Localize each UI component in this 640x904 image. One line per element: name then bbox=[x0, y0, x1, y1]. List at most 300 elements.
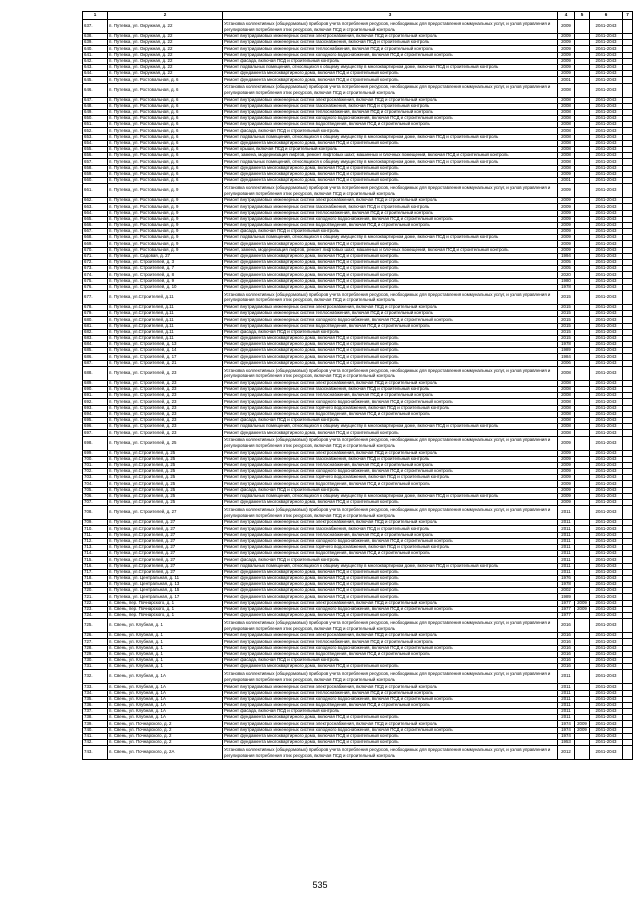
table-cell: п. Путевка, ул. Строителей, д. 23 bbox=[108, 380, 223, 386]
table-cell: п. Путевка, ул. Ростовальная, д. 6 bbox=[108, 147, 223, 153]
table-cell: Установка коллективных (общедомовых) приборов учета потребления ресурсов, необходимых для предоставления коммунальных услуг, и узлов управления и регулирования потребления этих ресурсов, включая ПСД и строительный контроль bbox=[223, 436, 558, 450]
table-cell: Ремонт внутридомовых инженерных систем электроснабжения, включая ПСД и строительный контроль bbox=[223, 34, 558, 40]
table-cell: 639. bbox=[83, 40, 108, 46]
table-cell bbox=[623, 20, 633, 34]
table-cell: 2009 bbox=[558, 46, 575, 52]
table-cell: 2041-2043 bbox=[590, 393, 623, 399]
table-cell: 2015 bbox=[558, 311, 575, 317]
table-cell: 2041-2043 bbox=[590, 177, 623, 183]
table-cell: Ремонт фундамента многоквартирного дома, включая ПСД и строительный контроль bbox=[223, 582, 558, 588]
table-cell: Ремонт внутридомовых инженерных систем электроснабжения, включая ПСД и строительный контроль bbox=[223, 97, 558, 103]
table-cell: 2041-2043 bbox=[590, 456, 623, 462]
table-cell: 674. bbox=[83, 272, 108, 278]
table-cell: Ремонт фасада, включая ПСД и строительный контроль bbox=[223, 487, 558, 493]
table-cell: п. Путевка, ул. Строителей, д. 7 bbox=[108, 266, 223, 272]
table-cell: 681. bbox=[83, 323, 108, 329]
table-cell: Ремонт внутридомовых инженерных систем холодного водоснабжения, включая ПСД и строительный контроль bbox=[223, 727, 558, 733]
table-cell: 2041-2043 bbox=[590, 450, 623, 456]
table-cell: 690. bbox=[83, 387, 108, 393]
table-cell: 640. bbox=[83, 46, 108, 52]
table-cell: 2015 bbox=[558, 329, 575, 335]
table-cell: 725. bbox=[83, 619, 108, 633]
table-cell: Ремонт фундамента многоквартирного дома, включая ПСД и строительный контроль bbox=[223, 266, 558, 272]
table-cell: п. Путевка, ул. Ростовальная, д. 6 bbox=[108, 140, 223, 146]
table-cell: 2041-2043 bbox=[590, 506, 623, 520]
table-cell: 2011 bbox=[558, 526, 575, 532]
table-cell bbox=[623, 366, 633, 380]
table-cell: Ремонт внутридомовых инженерных систем электроснабжения, включая ПСД и строительный контроль bbox=[223, 684, 558, 690]
table-cell: 2041-2043 bbox=[590, 405, 623, 411]
table-cell: Ремонт внутридомовых инженерных систем электроснабжения, включая ПСД и строительный контроль bbox=[223, 600, 558, 606]
table-cell: п. Путевка, ул. Центральная, д. 15 bbox=[108, 588, 223, 594]
table-cell: 656. bbox=[83, 153, 108, 159]
table-cell: 2006 bbox=[558, 360, 575, 366]
table-cell: 2041-2043 bbox=[590, 657, 623, 663]
table-cell: п. Путевка, ул.Строителей, д. 27 bbox=[108, 557, 223, 563]
table-cell: 1980 bbox=[558, 278, 575, 284]
table-cell: п. Путевка, ул. Центральная, д. 17 bbox=[108, 594, 223, 600]
table-cell: 2008 bbox=[558, 366, 575, 380]
table-cell: 743. bbox=[83, 746, 108, 760]
table-cell: 2041-2043 bbox=[590, 216, 623, 222]
table-cell: 649. bbox=[83, 109, 108, 115]
table-cell: Ремонт фасада, включая ПСД и строительный контроль bbox=[223, 557, 558, 563]
table-cell: 2041-2043 bbox=[590, 594, 623, 600]
table-cell: 2041-2043 bbox=[590, 103, 623, 109]
table-cell: п. Путевка, ул. Ростовальная, д. 6 bbox=[108, 97, 223, 103]
table-cell: 2041-2043 bbox=[590, 639, 623, 645]
table-cell: 2041-2043 bbox=[590, 709, 623, 715]
table-cell: п. Путевка, ул. Строителей, д. 23 bbox=[108, 417, 223, 423]
table-cell: 2041-2043 bbox=[590, 83, 623, 97]
table-cell: 741. bbox=[83, 733, 108, 739]
table-cell: 699. bbox=[83, 450, 108, 456]
table-cell: 2005 bbox=[558, 266, 575, 272]
table-row bbox=[83, 83, 633, 97]
table-cell: 2016 bbox=[558, 645, 575, 651]
table-cell: п. Путевка, ул. Строителей, д. 23 bbox=[108, 387, 223, 393]
table-cell: 2009 bbox=[558, 475, 575, 481]
table-cell: 2041-2043 bbox=[590, 329, 623, 335]
table-body bbox=[83, 20, 633, 760]
table-cell bbox=[575, 670, 590, 684]
table-cell: 646. bbox=[83, 83, 108, 97]
table-cell: 2041-2043 bbox=[590, 733, 623, 739]
table-cell: Ремонт подвальных помещений, относящихся к общему имуществу в многоквартирном доме, включая ПСД и строительный контроль bbox=[223, 424, 558, 430]
table-cell: п. Путевка, ул. Строителей, д. 23 bbox=[108, 430, 223, 436]
table-cell: 2008 bbox=[558, 165, 575, 171]
table-cell: 2041-2043 bbox=[590, 532, 623, 538]
table-cell: п. Путевка, ул. Строителей, д. 23 bbox=[108, 366, 223, 380]
table-cell: Ремонт фасада, включая ПСД и строительный контроль bbox=[223, 58, 558, 64]
table-cell: 2041-2043 bbox=[590, 348, 623, 354]
table-cell: п. Свень, ул. Почнарского, д. 2 bbox=[108, 740, 223, 746]
table-cell: Ремонт внутридомовых инженерных систем газоснабжения, включая ПСД и строительный контроль bbox=[223, 387, 558, 393]
table-cell: 688. bbox=[83, 366, 108, 380]
table-cell: 1974 bbox=[558, 721, 575, 727]
page-number: 535 bbox=[312, 880, 328, 890]
table-cell: 648. bbox=[83, 103, 108, 109]
table-cell: 713. bbox=[83, 544, 108, 550]
table-cell: Ремонт подвальных помещений, относящихся к общему имуществу в многоквартирном доме, включая ПСД и строительный контроль bbox=[223, 235, 558, 241]
table-cell: п. Путевка, ул. Ростовальная, д. 6 bbox=[108, 122, 223, 128]
table-cell: п. Свень, ул. Клубная, д. 1 bbox=[108, 619, 223, 633]
table-row bbox=[83, 436, 633, 450]
table-cell: 2041-2043 bbox=[590, 311, 623, 317]
table-cell: 2041-2043 bbox=[590, 71, 623, 77]
table-cell: 2041-2043 bbox=[590, 551, 623, 557]
table-cell: 659. bbox=[83, 171, 108, 177]
table-cell: 2008 bbox=[558, 424, 575, 430]
table-cell: 727. bbox=[83, 639, 108, 645]
table-cell: 2041-2043 bbox=[590, 664, 623, 670]
table-cell: Ремонт фасада, включая ПСД и строительный контроль bbox=[223, 417, 558, 423]
table-cell: 2041-2043 bbox=[590, 323, 623, 329]
table-cell: 2041-2043 bbox=[590, 651, 623, 657]
table-cell: Ремонт фундамента многоквартирного дома, включая ПСД и строительный контроль bbox=[223, 575, 558, 581]
table-cell: 2016 bbox=[558, 657, 575, 663]
table-cell: Ремонт фундамента многоквартирного дома, включая ПСД и строительный контроль bbox=[223, 740, 558, 746]
table-cell: 2041-2043 bbox=[590, 366, 623, 380]
table-cell: п. Путевка, ул.Строителей, д.11 bbox=[108, 311, 223, 317]
table-cell: 2009 bbox=[558, 481, 575, 487]
table-cell: 2041-2043 bbox=[590, 424, 623, 430]
table-cell: Ремонт внутридомовых инженерных систем электроснабжения, включая ПСД и строительный контроль bbox=[223, 380, 558, 386]
column-header: 2 bbox=[108, 12, 223, 20]
table-cell: п. Путевка, ул. Ростовальная, д. 9 bbox=[108, 216, 223, 222]
table-cell: Ремонт внутридомовых инженерных систем электроснабжения, включая ПСД и строительный контроль bbox=[223, 721, 558, 727]
table-cell: п. Свень, пер. Почнарского, д. 1 bbox=[108, 600, 223, 606]
table-row bbox=[83, 290, 633, 304]
table-cell: Ремонт внутридомовых инженерных систем теплоснабжения, включая ПСД и строительный контроль bbox=[223, 210, 558, 216]
table-cell: 2009 bbox=[558, 500, 575, 506]
table-cell: Ремонт внутридомовых инженерных систем электроснабжения, включая ПСД и строительный контроль bbox=[223, 198, 558, 204]
table-cell: п. Путевка, ул. Ростовальная, д. 6 bbox=[108, 177, 223, 183]
column-header: 6 bbox=[590, 12, 623, 20]
table-cell: 2041-2043 bbox=[590, 619, 623, 633]
table-cell: 2016 bbox=[558, 619, 575, 633]
table-cell: 711. bbox=[83, 532, 108, 538]
table-cell: п. Путевка, ул. Ростовальная, д. 9 bbox=[108, 210, 223, 216]
table-cell: 2001 bbox=[558, 77, 575, 83]
table-cell: 638. bbox=[83, 34, 108, 40]
table-cell: 673. bbox=[83, 266, 108, 272]
table-cell: 2015 bbox=[558, 335, 575, 341]
table-cell: Ремонт фундамента многоквартирного дома, включая ПСД и строительный контроль bbox=[223, 360, 558, 366]
table-cell: Ремонт внутридомовых инженерных систем водоотведения, включая ПСД и строительный контроль bbox=[223, 551, 558, 557]
table-cell: п. Путевка, ул. Ростовальная, д. 6 bbox=[108, 153, 223, 159]
table-cell: 2011 bbox=[558, 538, 575, 544]
table-cell: 724. bbox=[83, 613, 108, 619]
table-cell: 2011 bbox=[558, 532, 575, 538]
table-cell: 644. bbox=[83, 71, 108, 77]
table-cell: п. Путевка, ул. Строителей, д. 10 bbox=[108, 284, 223, 290]
table-cell: п. Путевка, ул. Ростовальная, д. 9 bbox=[108, 198, 223, 204]
table-cell: Ремонт фундамента многоквартирного дома, включая ПСД и строительный контроль bbox=[223, 77, 558, 83]
table-cell: 2011 bbox=[558, 715, 575, 721]
table-cell: Ремонт фундамента многоквартирного дома, включая ПСД и строительный контроль bbox=[223, 253, 558, 259]
table-cell: 2011 bbox=[558, 557, 575, 563]
table-cell: 2041-2043 bbox=[590, 354, 623, 360]
column-header: 3 bbox=[223, 12, 558, 20]
table-cell: 2041-2043 bbox=[590, 284, 623, 290]
table-cell: п. Путевка, ул. Ростовальная, д. 6 bbox=[108, 165, 223, 171]
table-cell: Ремонт фундамента многоквартирного дома, включая ПСД и строительный контроль bbox=[223, 500, 558, 506]
table-cell: 2041-2043 bbox=[590, 487, 623, 493]
table-cell: 701. bbox=[83, 462, 108, 468]
table-cell: 684. bbox=[83, 342, 108, 348]
table-cell: п. Свень, пер. Почнарского, д. 1 bbox=[108, 606, 223, 612]
table-cell: Ремонт внутридомовых инженерных систем теплоснабжения, включая ПСД и строительный контроль bbox=[223, 462, 558, 468]
table-cell: п. Свень, ул. Почнарского, д. 2А bbox=[108, 746, 223, 760]
table-cell: 651. bbox=[83, 122, 108, 128]
table-cell: 665. bbox=[83, 216, 108, 222]
table-cell: 2041-2043 bbox=[590, 411, 623, 417]
table-cell: п. Путевка, ул.Строителей, д. 25 bbox=[108, 493, 223, 499]
table-cell: п. Путевка, ул. Ростовальная, д. 6 bbox=[108, 159, 223, 165]
table-cell: 2009 bbox=[558, 450, 575, 456]
table-cell: п. Путевка, ул.Строителей, д. 27 bbox=[108, 520, 223, 526]
table-cell: п. Путевка, ул. Ростовальная, д. 6 bbox=[108, 77, 223, 83]
table-cell: 2041-2043 bbox=[590, 493, 623, 499]
table-cell: п. Путевка, ул.Строителей, д. 25 bbox=[108, 450, 223, 456]
table-cell: Ремонт внутридомовых инженерных систем водоотведения, включая ПСД и строительный контроль bbox=[223, 481, 558, 487]
table-cell: п. Путевка, ул.Строителей, д. 27 bbox=[108, 538, 223, 544]
table-row bbox=[83, 184, 633, 198]
table-cell: 2041-2043 bbox=[590, 171, 623, 177]
table-cell: 714. bbox=[83, 551, 108, 557]
table-cell: п. Путевка, ул. Строителей, д. 14 bbox=[108, 348, 223, 354]
table-cell: 2009 bbox=[558, 184, 575, 198]
table-cell: 660. bbox=[83, 177, 108, 183]
table-cell: 703. bbox=[83, 475, 108, 481]
table-cell: 2020 bbox=[558, 272, 575, 278]
table-cell: 650. bbox=[83, 116, 108, 122]
table-cell: Установка коллективных (общедомовых) приборов учета потребления ресурсов, необходимых для предоставления коммунальных услуг, и узлов управления и регулирования потребления этих ресурсов, включая ПСД и строительный контроль bbox=[223, 506, 558, 520]
table-cell: п. Свень, ул. Клубная, д. 1А bbox=[108, 684, 223, 690]
table-cell: 1976 bbox=[558, 575, 575, 581]
table-cell: п. Свень, ул. Почнарского, д. 2 bbox=[108, 733, 223, 739]
table-cell: 637. bbox=[83, 20, 108, 34]
table-cell: 716. bbox=[83, 563, 108, 569]
table-cell: 2041-2043 bbox=[590, 272, 623, 278]
table-cell: 643. bbox=[83, 64, 108, 70]
table-cell: Ремонт внутридомовых инженерных систем водоотведения, включая ПСД и строительный контроль bbox=[223, 411, 558, 417]
table-cell: 2008 bbox=[558, 405, 575, 411]
table-cell: 2008 bbox=[558, 430, 575, 436]
table-cell: Установка коллективных (общедомовых) приборов учета потребления ресурсов, необходимых для предоставления коммунальных услуг, и узлов управления и регулирования потребления этих ресурсов, включая ПСД и строительный контроль bbox=[223, 184, 558, 198]
table-cell: 2041-2043 bbox=[590, 247, 623, 253]
table-cell: п. Свень, ул. Клубная, д. 1 bbox=[108, 645, 223, 651]
table-cell: 1977 bbox=[558, 613, 575, 619]
table-cell: п. Путевка, ул. Ростовальная, д. 9 bbox=[108, 241, 223, 247]
table-row bbox=[83, 20, 633, 34]
table-cell: 655. bbox=[83, 147, 108, 153]
table-cell: Установка коллективных (общедомовых) приборов учета потребления ресурсов, необходимых для предоставления коммунальных услуг, и узлов управления и регулирования потребления этих ресурсов, включая ПСД и строительный контроль bbox=[223, 290, 558, 304]
table-cell: 2016 bbox=[558, 651, 575, 657]
table-cell: 2015 bbox=[558, 304, 575, 310]
table-cell: 1994 bbox=[558, 253, 575, 259]
table-cell: п. Свень, ул. Почнарского, д. 2 bbox=[108, 721, 223, 727]
table-cell: Ремонт фундамента многоквартирного дома, включая ПСД и строительный контроль bbox=[223, 354, 558, 360]
table-cell: п. Путевка, ул. Центральная, д. 13 bbox=[108, 582, 223, 588]
table-cell: п. Путевка, ул. Ростовальная, д. 9 bbox=[108, 247, 223, 253]
table-cell: 705. bbox=[83, 487, 108, 493]
table-cell: 2041-2043 bbox=[590, 582, 623, 588]
table-cell: 2041-2043 bbox=[590, 77, 623, 83]
table-cell: п. Путевка, ул. Центральная, д. 11 bbox=[108, 575, 223, 581]
table-cell: 723. bbox=[83, 606, 108, 612]
table-cell: 739. bbox=[83, 721, 108, 727]
table-cell: 2041-2043 bbox=[590, 235, 623, 241]
table-cell: п. Путевка, ул.Строителей, д. 27 bbox=[108, 544, 223, 550]
table-cell: 653. bbox=[83, 134, 108, 140]
table-cell: 671. bbox=[83, 253, 108, 259]
table-cell: п. Путевка, ул.Строителей, д.11 bbox=[108, 323, 223, 329]
table-cell: 717. bbox=[83, 569, 108, 575]
table-cell: Ремонт внутридомовых инженерных систем теплоснабжения, включая ПСД и строительный контроль bbox=[223, 311, 558, 317]
table-cell: 694. bbox=[83, 411, 108, 417]
table-cell: 691. bbox=[83, 393, 108, 399]
table-cell: п. Путевка, ул. Садовая, д. 27 bbox=[108, 253, 223, 259]
table-cell: 2041-2043 bbox=[590, 147, 623, 153]
table-cell: Ремонт внутридомовых инженерных систем холодного водоснабжения, включая ПСД и строительный контроль bbox=[223, 538, 558, 544]
table-cell: Ремонт фундамента многоквартирного дома, включая ПСД и строительный контроль bbox=[223, 272, 558, 278]
table-cell: 2041-2043 bbox=[590, 260, 623, 266]
table-cell: 2041-2043 bbox=[590, 606, 623, 612]
table-cell: п. Путевка, ул. Окружная, д. 22 bbox=[108, 71, 223, 77]
table-cell: 707. bbox=[83, 500, 108, 506]
table-cell: п. Путевка, ул.Строителей, д. 25 bbox=[108, 456, 223, 462]
table-cell: 697. bbox=[83, 430, 108, 436]
table-cell: 726. bbox=[83, 633, 108, 639]
table-cell: 2041-2043 bbox=[590, 266, 623, 272]
table-cell: п. Путевка, ул.Строителей, д. 27 bbox=[108, 569, 223, 575]
table-cell: 2041-2043 bbox=[590, 342, 623, 348]
table-cell: п. Путевка, ул.Строителей, д. 27 bbox=[108, 563, 223, 569]
table-cell: Ремонт фундамента многоквартирного дома, включая ПСД и строительный контроль bbox=[223, 171, 558, 177]
table-cell: 1977 bbox=[558, 600, 575, 606]
table-cell: Ремонт внутридомовых инженерных систем газоснабжения, включая ПСД и строительный контроль bbox=[223, 526, 558, 532]
table-cell: 2041-2043 bbox=[590, 569, 623, 575]
table-cell: 663. bbox=[83, 204, 108, 210]
table-cell: п. Путевка, ул.Строителей, д. 27 bbox=[108, 532, 223, 538]
table-cell: 2041-2043 bbox=[590, 544, 623, 550]
table-cell: Ремонт фундамента многоквартирного дома, включая ПСД и строительный контроль bbox=[223, 594, 558, 600]
table-cell: 2041-2043 bbox=[590, 229, 623, 235]
table-cell: Ремонт внутридомовых инженерных систем теплоснабжения, включая ПСД и строительный контроль bbox=[223, 690, 558, 696]
table-cell: 2041-2043 bbox=[590, 436, 623, 450]
table-cell: 664. bbox=[83, 210, 108, 216]
table-cell: Ремонт внутридомовых инженерных систем электроснабжения, включая ПСД и строительный контроль bbox=[223, 633, 558, 639]
table-cell bbox=[623, 184, 633, 198]
table-cell: п. Путевка, ул. Ростовальная, д. 9 bbox=[108, 235, 223, 241]
table-cell: 2041-2043 bbox=[590, 64, 623, 70]
table-cell: 2009 bbox=[558, 58, 575, 64]
table-cell: п. Путевка, ул. Строителей, д. 23 bbox=[108, 399, 223, 405]
table-cell: 2009 bbox=[575, 721, 590, 727]
table-cell: Ремонт подвальных помещений, относящихся к общему имуществу в многоквартирном доме, включая ПСД и строительный контроль bbox=[223, 493, 558, 499]
table-cell: 682. bbox=[83, 329, 108, 335]
table-cell: 734. bbox=[83, 690, 108, 696]
table-cell: п. Путевка, ул.Строителей, д. 25 bbox=[108, 500, 223, 506]
table-cell: Установка коллективных (общедомовых) приборов учета потребления ресурсов, необходимых для предоставления коммунальных услуг, и узлов управления и регулирования потребления этих ресурсов, включая ПСД и строительный контроль bbox=[223, 746, 558, 760]
table-cell: Ремонт фундамента многоквартирного дома, включая ПСД и строительный контроль bbox=[223, 241, 558, 247]
table-cell: 2041-2043 bbox=[590, 670, 623, 684]
table-cell: п. Путевка, ул.Строителей, д.11 bbox=[108, 329, 223, 335]
table-row bbox=[83, 506, 633, 520]
table-cell: 2009 bbox=[558, 436, 575, 450]
table-cell: Ремонт фундамента многоквартирного дома, включая ПСД и строительный контроль bbox=[223, 342, 558, 348]
table-cell bbox=[575, 184, 590, 198]
table-cell bbox=[575, 366, 590, 380]
table-cell: 676. bbox=[83, 284, 108, 290]
table-cell: Ремонт внутридомовых инженерных систем электроснабжения, включая ПСД и строительный контроль bbox=[223, 520, 558, 526]
table-cell: Ремонт внутридомовых инженерных систем холодного водоснабжения, включая ПСД и строительный контроль bbox=[223, 469, 558, 475]
table-cell: 2008 bbox=[558, 134, 575, 140]
table-cell: 2002 bbox=[558, 588, 575, 594]
table-cell bbox=[575, 619, 590, 633]
table-cell: Установка коллективных (общедомовых) приборов учета потребления ресурсов, необходимых для предоставления коммунальных услуг, и узлов управления и регулирования потребления этих ресурсов, включая ПСД и строительный контроль bbox=[223, 619, 558, 633]
table-cell: Ремонт фундамента многоквартирного дома, включая ПСД и строительный контроль bbox=[223, 71, 558, 77]
table-cell: п. Путевка, ул.Строителей, д.11 bbox=[108, 335, 223, 341]
table-cell: 2009 bbox=[558, 204, 575, 210]
table-cell: 2009 bbox=[575, 727, 590, 733]
table-cell: 696. bbox=[83, 424, 108, 430]
table-cell bbox=[623, 746, 633, 760]
table-cell: п. Путевка, ул. Ростовальная, д. 9 bbox=[108, 204, 223, 210]
column-header: 5 bbox=[575, 12, 590, 20]
table-cell: 2041-2043 bbox=[590, 278, 623, 284]
table-cell: 2041-2043 bbox=[590, 557, 623, 563]
table-cell: 2041-2043 bbox=[590, 97, 623, 103]
table-cell: п. Путевка, ул.Строителей, д.11 bbox=[108, 290, 223, 304]
table-cell: 2008 bbox=[558, 147, 575, 153]
table-cell: 2009 bbox=[558, 247, 575, 253]
table-cell: 2008 bbox=[558, 380, 575, 386]
table-cell: Ремонт внутридомовых инженерных систем горячего водоснабжения, включая ПСД и строительный контроль bbox=[223, 544, 558, 550]
table-cell: 2008 bbox=[558, 122, 575, 128]
table-cell: 2041-2043 bbox=[590, 52, 623, 58]
table-cell: Ремонт внутридомовых инженерных систем холодного водоснабжения, включая ПСД и строительный контроль bbox=[223, 216, 558, 222]
table-cell: Ремонт фундамента многоквартирного дома, включая ПСД и строительный контроль bbox=[223, 613, 558, 619]
table-cell: Ремонт, замена, модернизация лифтов, ремонт лифтовых шахт, машинных и блочных помещений, включая ПСД и строительный контроль bbox=[223, 247, 558, 253]
table-cell: п. Путевка, ул. Строителей, д. 9 bbox=[108, 278, 223, 284]
table-cell: 728. bbox=[83, 645, 108, 651]
table-cell: 2041-2043 bbox=[590, 387, 623, 393]
table-cell: п. Свень, ул. Клубная, д. 1А bbox=[108, 690, 223, 696]
table-cell: п. Путевка, ул. Строителей, д. 23 bbox=[108, 405, 223, 411]
table-cell: 678. bbox=[83, 304, 108, 310]
table-cell: 1978 bbox=[558, 342, 575, 348]
table-header-row bbox=[83, 12, 633, 20]
table-cell: 2041-2043 bbox=[590, 690, 623, 696]
table-cell: п. Путевка, ул. Ростовальная, д. 6 bbox=[108, 134, 223, 140]
table-cell: Ремонт фундамента многоквартирного дома, включая ПСД и строительный контроль bbox=[223, 165, 558, 171]
table-cell: п. Путевка, ул. Ростовальная, д. 6 bbox=[108, 103, 223, 109]
table-cell: Ремонт подвальных помещений, относящихся к общему имуществу в многоквартирном доме, включая ПСД и строительный контроль bbox=[223, 64, 558, 70]
table-cell: 2008 bbox=[558, 109, 575, 115]
table-cell: 1989 bbox=[558, 348, 575, 354]
table-cell: Ремонт внутридомовых инженерных систем газоснабжения, включая ПСД и строительный контроль bbox=[223, 204, 558, 210]
table-cell bbox=[623, 436, 633, 450]
table-row bbox=[83, 366, 633, 380]
table-cell: 2041-2043 bbox=[590, 210, 623, 216]
table-cell: Ремонт внутридомовых инженерных систем газоснабжения, включая ПСД и строительный контроль bbox=[223, 40, 558, 46]
table-cell: 729. bbox=[83, 651, 108, 657]
table-cell: 2041-2043 bbox=[590, 360, 623, 366]
table-cell: Ремонт внутридомовых инженерных систем холодного водоснабжения, включая ПСД и строительный контроль bbox=[223, 645, 558, 651]
